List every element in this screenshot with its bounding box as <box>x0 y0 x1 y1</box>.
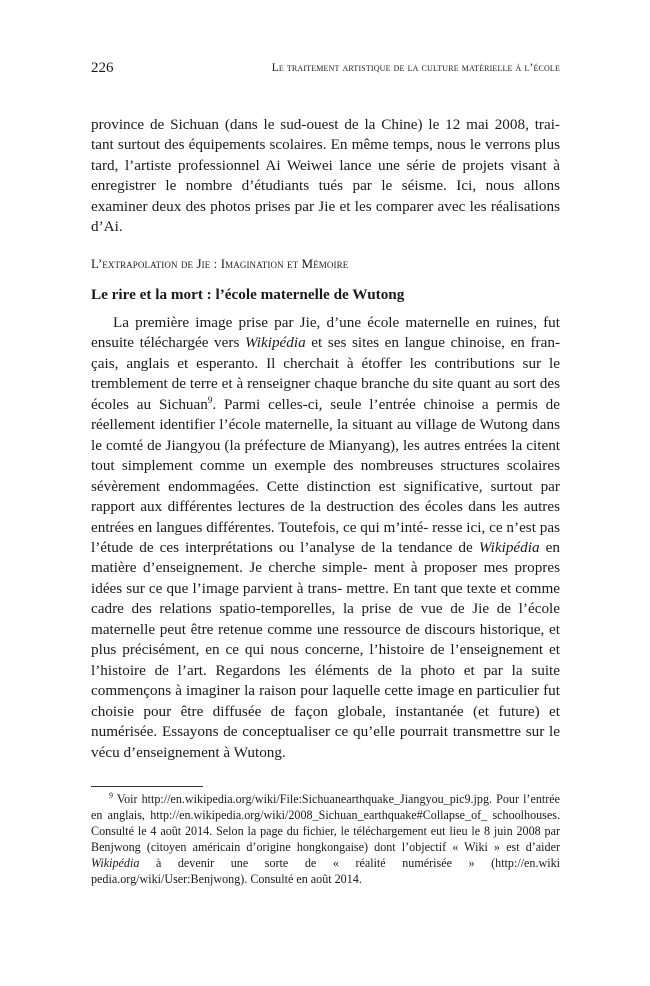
text-line: dans les autres entrées en langues différentes. Toutefois, ce qui m’inté- <box>91 498 561 536</box>
text-line: ressource de discours historique, et plus précisément, en ce qui nous <box>91 620 560 659</box>
text-line: visant à enregistrer le nombre d’étudiants tués par le séisme. Ici, nous <box>91 156 560 195</box>
text-line: schoolhouses. Consulté le 4 août 2014. Selon la page du fichier, le téléchargement eut lieu <box>91 807 560 838</box>
text-line: réalisations d’Ai. <box>91 197 561 236</box>
text-line: scolaires sévèrement endommagées. Cette distinction est significative, <box>91 457 560 495</box>
wikipedia-italic: Wikipédia <box>244 334 306 352</box>
section-heading: L’extrapolation de Jie : Imagination et Mémoire <box>91 256 349 271</box>
text-line: globale, instantanée (et future) et numérisée. Essayons de conceptualiser <box>91 702 560 741</box>
text-line: dans le comté de Jiangyou (la préfecture de Mianyang), les autres entrées <box>91 416 561 454</box>
text-line: ment à proposer mes propres idées sur ce que l’image parvient à trans- <box>91 559 561 597</box>
page-header <box>91 60 560 78</box>
footnote-rule <box>91 786 203 787</box>
text-line: l’entrée en anglais, http://en.wikipedia.org/wiki/2008_Sichuan_earthquake#Collapse_of_ <box>91 792 560 822</box>
text-line: La première image prise par Jie, d’une école maternelle en ruines, fut <box>113 314 560 331</box>
text-line: ce qu’elle pourrait transmettre sur le vécu d’enseignement à Wutong. <box>91 723 561 761</box>
text-line: la prise de vue de Jie de l’école maternelle peut être retenue comme une <box>91 600 560 638</box>
text-line: ensuite téléchargée vers <box>91 334 245 352</box>
text-line: plus tard, l’artiste professionnel Ai Weiwei lance une série de projets <box>91 136 560 174</box>
footnote-9 <box>91 792 560 887</box>
text-line: la citent tout simplement comme un exemple des nombreuses structures <box>91 436 561 475</box>
text-line: des écoles au Sichuan <box>91 375 561 413</box>
text-line: Voir http://en.wikipedia.org/wiki/File:Sichuanearthquake_Jiangyou_pic9.jpg. Pour <box>116 792 519 806</box>
text-line: . Parmi celles-ci, seule l’entrée chinoise a permis <box>212 395 538 413</box>
text-line: laquelle cette image en particulier fut choisie pour être diffusée de façon <box>91 682 560 720</box>
text-line: et ses sites en langue chinoise, en fran- <box>305 334 560 352</box>
page-number: 226 <box>91 60 114 76</box>
text-line: pedia.org/wiki/User:Benjwong). Consulté en août 2014. <box>91 871 362 886</box>
text-line: province de Sichuan (dans le sud-ouest de la Chine) le 12 mai 2008, trai- <box>91 116 560 133</box>
text-line: « Wiki » est d’aider <box>452 839 560 854</box>
text-line: tant surtout des équipements scolaires. En même temps, nous le verrons <box>91 136 531 154</box>
text-line: le 8 juin 2008 par Benjwong (citoyen américain d’origine hongkongaise) dont l’objectif <box>91 823 560 854</box>
text-line: mettre. En tant que texte et comme cadre des relations spatio-temporelles, <box>91 579 561 618</box>
wikipedia-italic: Wikipédia <box>478 538 540 556</box>
text-line: de réellement identifier l’école maternelle, la situant au village de Wutong <box>91 395 561 434</box>
wikipedia-italic: Wikipédia <box>91 855 140 870</box>
text-line: concerne, l’histoire de l’enseignement et l’histoire de l’art. Regardons les <box>91 641 561 679</box>
intro-paragraph <box>91 115 560 238</box>
text-line: à devenir une sorte de « réalité numérisée » (http://en.wiki <box>139 855 560 870</box>
main-paragraph <box>91 313 560 763</box>
footnote-mark: 9 <box>109 790 113 800</box>
running-title: Le traitement artistique de la culture matérielle à l’école <box>271 62 560 74</box>
text-line: en matière d’enseignement. Je cherche simple- <box>91 538 560 577</box>
text-line: allons examiner deux des photos prises par Jie et les comparer avec les <box>91 177 560 215</box>
subsection-heading: Le rire et la mort : l’école maternelle de Wutong <box>91 286 405 303</box>
text-line: tendance de <box>398 538 479 556</box>
text-line: çais, anglais et esperanto. Il cherchait à étoffer les contributions sur le <box>91 354 560 372</box>
text-line: surtout par rapport aux différentes lectures de la destruction des écoles <box>91 477 560 516</box>
text-line: resse ici, ce n’est pas l’étude de ces interprétations ou l’analyse de la <box>91 518 561 556</box>
text-line: tremblement de terre et à renseigner chaque branche du site quant au sort <box>91 375 536 393</box>
footnote-reference[interactable]: 9 <box>207 394 213 405</box>
text-line: éléments de la photo et par la suite commençons à imaginer la raison pour <box>91 661 561 700</box>
